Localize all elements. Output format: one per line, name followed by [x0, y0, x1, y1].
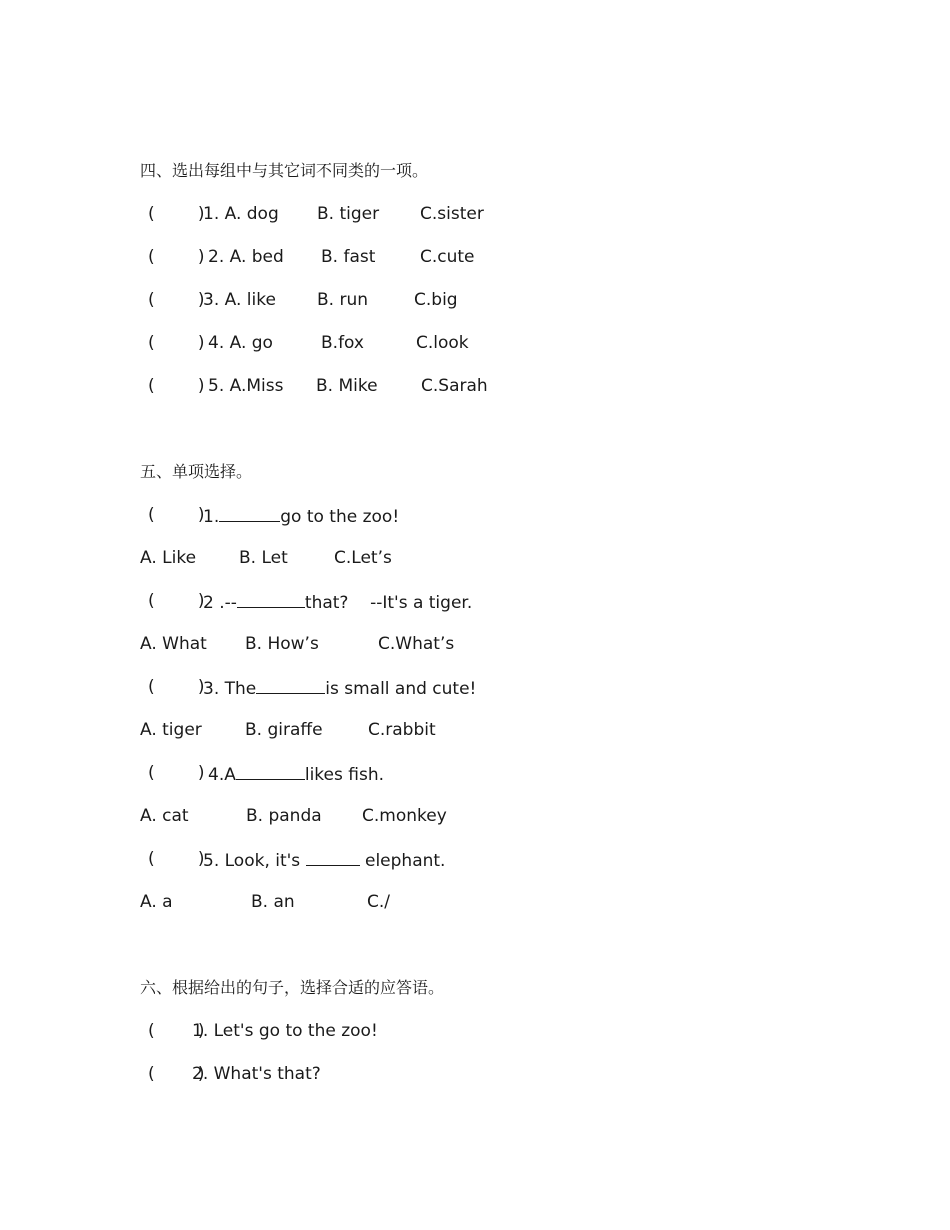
fill-blank[interactable]	[256, 676, 325, 694]
prompt-text: 2. What's that?	[192, 1064, 321, 1084]
option-c: C.Sarah	[421, 376, 488, 396]
question-row	[148, 590, 548, 612]
answer-paren[interactable]: ( )	[148, 1021, 205, 1041]
answer-paren[interactable]: ( )	[148, 849, 205, 869]
question-prefix: 4.A	[208, 765, 236, 785]
option-a: A. What	[140, 634, 207, 654]
option-c: C./	[367, 892, 391, 912]
answer-paren[interactable]: ( )	[148, 763, 205, 783]
option-b: B. panda	[246, 806, 322, 826]
question-suffix: likes fish.	[304, 765, 385, 785]
option-c: C.rabbit	[368, 720, 436, 740]
option-b: B. How’s	[245, 634, 319, 654]
question-prefix: 2 .--	[203, 593, 237, 613]
fill-blank[interactable]	[236, 762, 305, 780]
question-prefix: 1.	[203, 507, 220, 527]
option-c: C.cute	[420, 247, 475, 267]
question-text	[203, 848, 445, 872]
question-row	[148, 676, 548, 698]
fill-blank[interactable]	[306, 848, 360, 866]
list-item	[148, 1063, 548, 1085]
answer-paren[interactable]: ( )	[148, 376, 205, 396]
option-b: B. fast	[321, 247, 376, 267]
option-b: B. tiger	[317, 204, 380, 224]
option-b: B. run	[317, 290, 369, 310]
question-text	[203, 504, 399, 528]
option-a: 2. A. bed	[208, 247, 284, 267]
options-row	[140, 633, 540, 655]
option-a: A. cat	[140, 806, 189, 826]
option-c: C.look	[416, 333, 469, 353]
options-row	[140, 891, 540, 913]
list-item	[148, 332, 548, 354]
option-b: B. an	[251, 892, 295, 912]
option-a: A. tiger	[140, 720, 202, 740]
section-4-heading: 四、选出每组中与其它词不同类的一项。	[140, 161, 429, 180]
option-b: B. Let	[239, 548, 288, 568]
answer-paren[interactable]: ( )	[148, 290, 205, 310]
option-b: B.fox	[321, 333, 364, 353]
option-c: C.What’s	[378, 634, 455, 654]
list-item	[148, 203, 548, 225]
answer-paren[interactable]: ( )	[148, 333, 205, 353]
option-a: 5. A.Miss	[208, 376, 284, 396]
question-row	[148, 504, 548, 526]
question-text	[203, 676, 476, 700]
option-a: A. a	[140, 892, 173, 912]
prompt-text: 1. Let's go to the zoo!	[192, 1021, 378, 1041]
options-row	[140, 547, 540, 569]
options-row	[140, 719, 540, 741]
section-6-heading: 六、根据给出的句子，选择合适的应答语。	[140, 978, 445, 997]
answer-paren[interactable]: ( )	[148, 247, 205, 267]
answer-paren[interactable]: ( )	[148, 677, 205, 697]
option-a: A. Like	[140, 548, 197, 568]
fill-blank[interactable]	[237, 590, 305, 608]
option-a: 1. A. dog	[203, 204, 279, 224]
question-row	[148, 848, 548, 870]
answer-paren[interactable]: ( )	[148, 204, 205, 224]
option-c: C.monkey	[362, 806, 447, 826]
option-c: C.big	[414, 290, 458, 310]
answer-paren[interactable]: ( )	[148, 505, 205, 525]
question-prefix: 5. Look, it's	[203, 851, 306, 871]
question-suffix: is small and cute!	[325, 679, 477, 699]
question-suffix: that? --It's a tiger.	[304, 593, 473, 613]
option-b: B. Mike	[316, 376, 378, 396]
answer-paren[interactable]: ( )	[148, 591, 205, 611]
option-b: B. giraffe	[245, 720, 323, 740]
option-c: C.sister	[420, 204, 484, 224]
list-item	[148, 246, 548, 268]
list-item	[148, 1020, 548, 1042]
fill-blank[interactable]	[219, 504, 280, 522]
options-row	[140, 805, 540, 827]
question-row	[148, 762, 548, 784]
section-5-heading: 五、单项选择。	[140, 462, 253, 481]
question-suffix: go to the zoo!	[280, 507, 400, 527]
option-a: 3. A. like	[203, 290, 276, 310]
option-a: 4. A. go	[208, 333, 273, 353]
list-item	[148, 289, 548, 311]
option-c: C.Let’s	[334, 548, 392, 568]
question-text	[203, 590, 472, 614]
list-item	[148, 375, 548, 397]
question-prefix: 3. The	[203, 679, 257, 699]
question-text	[208, 762, 384, 786]
answer-paren[interactable]: ( )	[148, 1064, 205, 1084]
question-suffix: elephant.	[359, 851, 446, 871]
